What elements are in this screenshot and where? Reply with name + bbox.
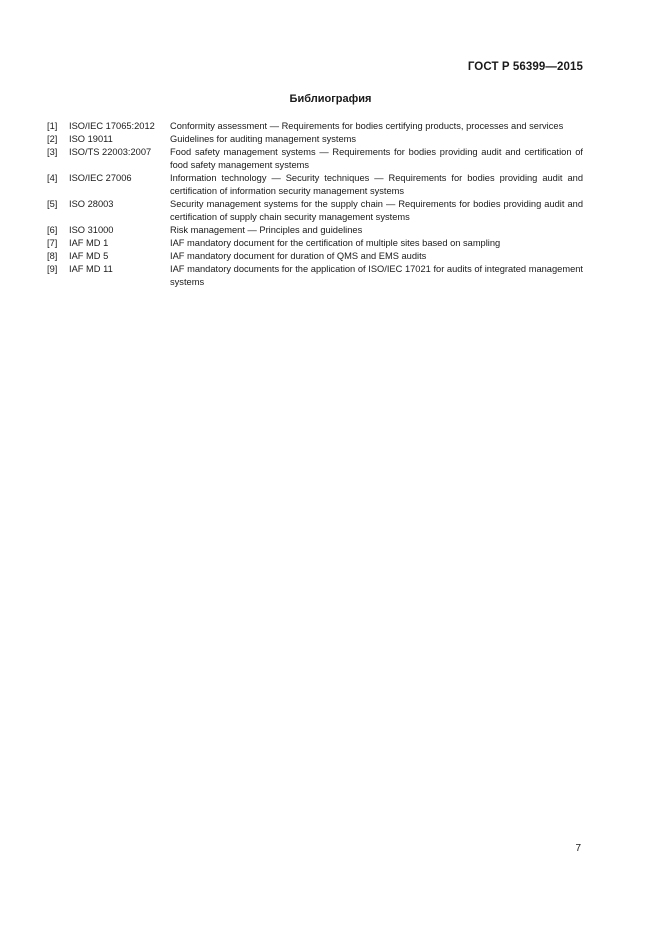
- bibliography-entry: [47, 133, 583, 146]
- entry-number: [1]: [47, 121, 58, 131]
- bibliography-entry: [47, 172, 583, 198]
- entry-description: IAF mandatory document for the certification of multiple sites based on sampling: [170, 238, 501, 248]
- bibliography-entry: [47, 250, 583, 263]
- entry-number: [3]: [47, 147, 58, 157]
- bibliography-entry: [47, 237, 583, 250]
- entry-code: ISO/IEC 17065:2012: [69, 121, 155, 131]
- entry-code: IAF MD 11: [69, 264, 113, 274]
- entry-number: [4]: [47, 173, 58, 183]
- entry-code: ISO/TS 22003:2007: [69, 147, 152, 157]
- page-number: 7: [575, 843, 581, 854]
- entry-description: Conformity assessment — Requirements for bodies certifying products, processes and services: [170, 121, 564, 131]
- bibliography-entry: [47, 198, 583, 224]
- entry-code: ISO/IEC 27006: [69, 173, 132, 183]
- bibliography-entry: [47, 263, 583, 289]
- entry-description: Guidelines for auditing management systems: [170, 134, 357, 144]
- entry-description: IAF mandatory document for duration of QMS and EMS audits: [170, 251, 427, 261]
- entry-code: IAF MD 5: [69, 251, 109, 261]
- bibliography-entry: [47, 224, 583, 237]
- document-code: ГОСТ Р 56399—2015: [467, 61, 583, 73]
- entry-number: [8]: [47, 251, 58, 261]
- entry-number: [6]: [47, 225, 58, 235]
- entry-number: [7]: [47, 238, 58, 248]
- entry-description: Food safety management systems — Requirements for bodies providing audit and certification of food safety management systems: [170, 147, 583, 170]
- entry-number: [2]: [47, 134, 58, 144]
- entry-description: Security management systems for the supply chain — Requirements for bodies providing audit and certification of supply chain security management systems: [170, 199, 583, 222]
- entry-description: IAF mandatory documents for the application of ISO/IEC 17021 for audits of integrated management systems: [170, 264, 583, 287]
- entry-code: ISO 28003: [69, 199, 114, 209]
- bibliography-list: [47, 120, 583, 289]
- entry-number: [5]: [47, 199, 58, 209]
- entry-description: Risk management — Principles and guidelines: [170, 225, 363, 235]
- entry-code: ISO 19011: [69, 134, 113, 144]
- entry-code: IAF MD 1: [69, 238, 109, 248]
- entry-description: Information technology — Security techniques — Requirements for bodies providing audit and certification of information security management systems: [170, 173, 583, 196]
- entry-number: [9]: [47, 264, 58, 274]
- bibliography-entry: [47, 146, 583, 172]
- entry-code: ISO 31000: [69, 225, 114, 235]
- bibliography-title: Библиография: [289, 93, 372, 105]
- bibliography-entry: [47, 120, 583, 133]
